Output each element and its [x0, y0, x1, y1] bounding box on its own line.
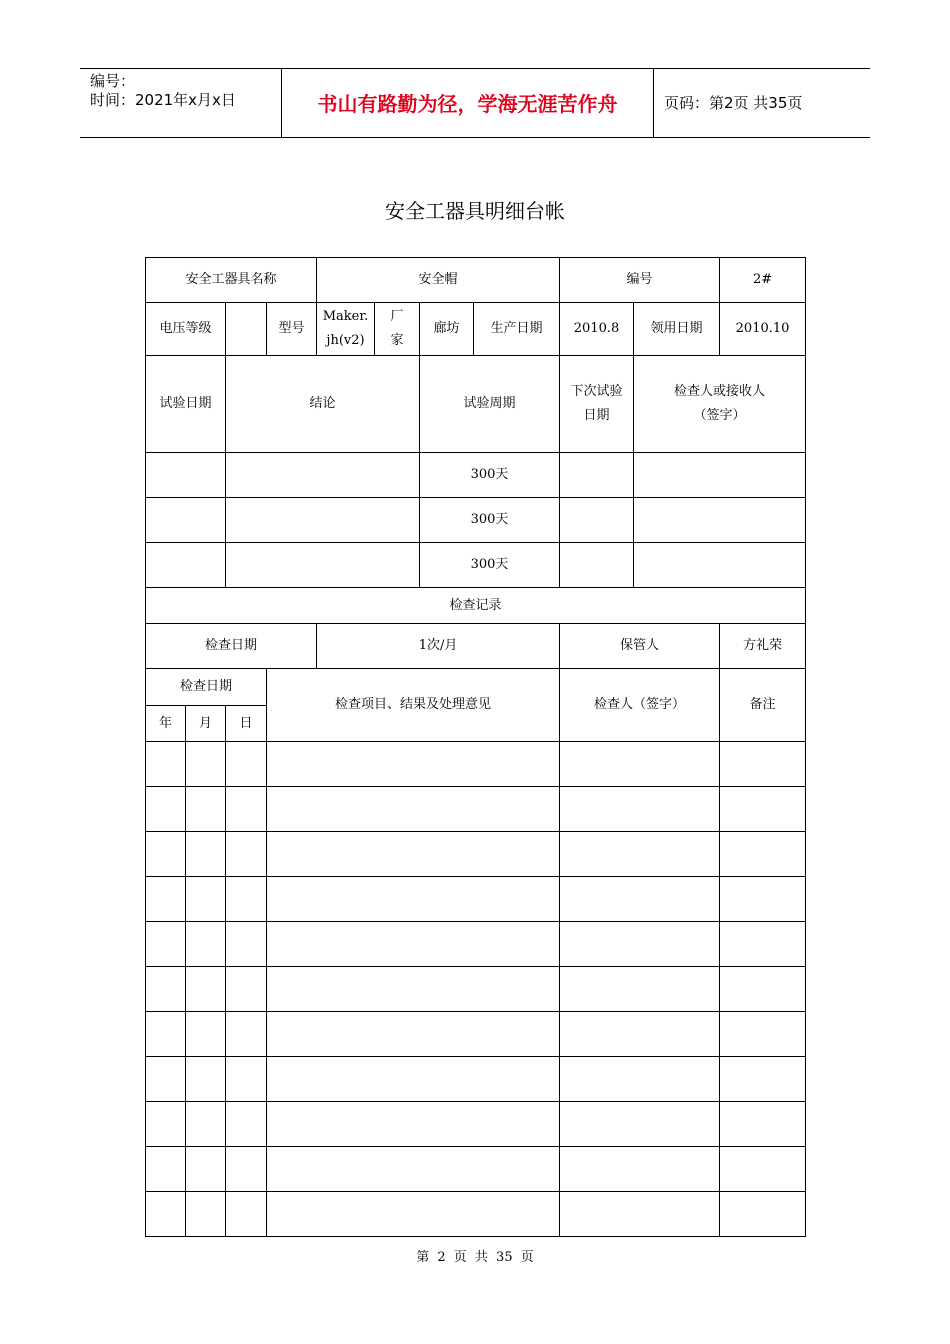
- log-row: [146, 832, 806, 877]
- log-remarks-cell: [720, 742, 806, 787]
- log-remarks-cell: [720, 1012, 806, 1057]
- test-date-cell: [146, 453, 226, 498]
- maker-label-line1: 厂: [390, 309, 404, 324]
- log-day-cell: [226, 832, 267, 877]
- log-year-cell: [146, 1102, 186, 1147]
- test-inspector-cell: [634, 543, 806, 588]
- log-row: [146, 1012, 806, 1057]
- log-remarks-cell: [720, 787, 806, 832]
- log-items-cell: [267, 1057, 560, 1102]
- prod-date-value-cell: 2010.8: [560, 303, 634, 356]
- inspection-info-row: [146, 624, 806, 669]
- model-value-line2: jh(v2): [326, 333, 365, 348]
- code-label-cell: 编号: [560, 258, 720, 303]
- header-page-info: 页码：第2页 共35页: [664, 94, 803, 112]
- log-month-cell: [186, 1057, 226, 1102]
- test-result-cell: [226, 543, 420, 588]
- test-result-header: 结论: [226, 356, 420, 453]
- test-result-cell: [226, 498, 420, 543]
- page-footer: 第 2 页 共 35 页: [416, 1250, 534, 1265]
- inspection-section-row: [146, 588, 806, 624]
- log-inspector-cell: [560, 832, 720, 877]
- log-day-cell: [226, 922, 267, 967]
- inspection-frequency-cell: 1次/月: [317, 624, 560, 669]
- log-row: [146, 877, 806, 922]
- log-items-header: 检查项目、结果及处理意见: [267, 669, 560, 742]
- log-month-cell: [186, 1012, 226, 1057]
- log-month-cell: [186, 1192, 226, 1237]
- log-inspector-cell: [560, 1102, 720, 1147]
- log-year-cell: [146, 787, 186, 832]
- log-items-cell: [267, 787, 560, 832]
- log-inspector-cell: [560, 1057, 720, 1102]
- log-day-cell: [226, 1192, 267, 1237]
- log-year-header: 年: [146, 706, 186, 742]
- log-day-cell: [226, 1012, 267, 1057]
- document-title: 安全工器具明细台帐: [385, 199, 565, 223]
- test-cycle-cell: 300天: [420, 543, 560, 588]
- model-value-cell: [317, 303, 375, 356]
- log-items-cell: [267, 922, 560, 967]
- test-inspector-header-line2: （签字）: [693, 408, 746, 423]
- log-day-cell: [226, 877, 267, 922]
- header-number-label: 编号：: [90, 72, 136, 90]
- name-label-cell: 安全工器具名称: [146, 258, 317, 303]
- log-row: [146, 967, 806, 1012]
- model-value-line1: Maker.: [322, 309, 369, 324]
- log-year-cell: [146, 742, 186, 787]
- voltage-value-cell: [226, 303, 267, 356]
- test-date-cell: [146, 543, 226, 588]
- log-items-cell: [267, 967, 560, 1012]
- log-items-cell: [267, 832, 560, 877]
- test-result-cell: [226, 453, 420, 498]
- log-items-cell: [267, 1012, 560, 1057]
- test-inspector-header: [634, 356, 806, 453]
- log-month-cell: [186, 787, 226, 832]
- log-inspector-cell: [560, 1147, 720, 1192]
- test-inspector-header-line1: 检查人或接收人: [674, 384, 766, 399]
- log-year-cell: [146, 832, 186, 877]
- header-motto: 书山有路勤为径，学海无涯苦作舟: [317, 92, 618, 116]
- log-row: [146, 1192, 806, 1237]
- log-header-row: [146, 669, 806, 706]
- test-next-cell: [560, 543, 634, 588]
- test-cycle-cell: 300天: [420, 453, 560, 498]
- use-date-label-cell: 领用日期: [634, 303, 720, 356]
- log-year-cell: [146, 877, 186, 922]
- test-row: [146, 498, 806, 543]
- log-remarks-cell: [720, 967, 806, 1012]
- maker-label-cell: [375, 303, 420, 356]
- log-day-cell: [226, 967, 267, 1012]
- log-items-cell: [267, 1192, 560, 1237]
- info-row-name: [146, 258, 806, 303]
- header-motto-cell: [282, 69, 654, 137]
- log-inspector-cell: [560, 877, 720, 922]
- voltage-label-cell: 电压等级: [146, 303, 226, 356]
- log-month-cell: [186, 922, 226, 967]
- log-remarks-cell: [720, 832, 806, 877]
- log-remarks-cell: [720, 877, 806, 922]
- log-row: [146, 787, 806, 832]
- log-day-cell: [226, 742, 267, 787]
- log-year-cell: [146, 1012, 186, 1057]
- header-meta-cell: [80, 69, 282, 137]
- log-month-cell: [186, 877, 226, 922]
- log-row: [146, 742, 806, 787]
- log-remarks-cell: [720, 1192, 806, 1237]
- equipment-ledger-table: [145, 257, 806, 1237]
- log-inspector-cell: [560, 922, 720, 967]
- model-label-cell: 型号: [267, 303, 317, 356]
- log-day-cell: [226, 1102, 267, 1147]
- log-day-cell: [226, 787, 267, 832]
- test-next-header-line1: 下次试验: [570, 384, 623, 399]
- log-date-header: 检查日期: [146, 669, 267, 706]
- log-inspector-cell: [560, 1012, 720, 1057]
- name-value-cell: 安全帽: [317, 258, 560, 303]
- log-remarks-cell: [720, 1147, 806, 1192]
- test-inspector-cell: [634, 498, 806, 543]
- log-month-cell: [186, 742, 226, 787]
- test-next-header: [560, 356, 634, 453]
- inspection-section-title: 检查记录: [146, 588, 806, 624]
- log-remarks-cell: [720, 1102, 806, 1147]
- maker-label-line2: 家: [390, 333, 404, 348]
- log-year-cell: [146, 1147, 186, 1192]
- log-month-cell: [186, 832, 226, 877]
- test-row: [146, 543, 806, 588]
- keeper-label-cell: 保管人: [560, 624, 720, 669]
- code-value-cell: 2#: [720, 258, 806, 303]
- log-day-cell: [226, 1147, 267, 1192]
- test-next-header-line2: 日期: [583, 408, 610, 423]
- test-date-cell: [146, 498, 226, 543]
- log-items-cell: [267, 1102, 560, 1147]
- maker-value-cell: 廊坊: [420, 303, 474, 356]
- test-next-cell: [560, 498, 634, 543]
- log-year-cell: [146, 1057, 186, 1102]
- log-year-cell: [146, 922, 186, 967]
- log-items-cell: [267, 877, 560, 922]
- log-day-header: 日: [226, 706, 267, 742]
- log-remarks-cell: [720, 1057, 806, 1102]
- log-month-cell: [186, 1102, 226, 1147]
- prod-date-label-cell: 生产日期: [474, 303, 560, 356]
- page-header: [80, 68, 870, 138]
- test-header-row: [146, 356, 806, 453]
- log-day-cell: [226, 1057, 267, 1102]
- log-month-header: 月: [186, 706, 226, 742]
- use-date-value-cell: 2010.10: [720, 303, 806, 356]
- log-row: [146, 1147, 806, 1192]
- log-year-cell: [146, 967, 186, 1012]
- log-items-cell: [267, 742, 560, 787]
- log-row: [146, 1102, 806, 1147]
- log-row: [146, 922, 806, 967]
- log-row: [146, 1057, 806, 1102]
- header-date-label: 时间：2021年x月x日: [90, 91, 236, 109]
- log-year-cell: [146, 1192, 186, 1237]
- log-inspector-cell: [560, 967, 720, 1012]
- log-inspector-cell: [560, 1192, 720, 1237]
- log-remarks-cell: [720, 922, 806, 967]
- test-inspector-cell: [634, 453, 806, 498]
- header-page-cell: [654, 69, 870, 137]
- test-cycle-header: 试验周期: [420, 356, 560, 453]
- log-items-cell: [267, 1147, 560, 1192]
- log-inspector-cell: [560, 742, 720, 787]
- info-row-specs: [146, 303, 806, 356]
- log-remarks-header: 备注: [720, 669, 806, 742]
- keeper-value-cell: 方礼荣: [720, 624, 806, 669]
- test-row: [146, 453, 806, 498]
- log-month-cell: [186, 1147, 226, 1192]
- log-month-cell: [186, 967, 226, 1012]
- log-inspector-header: 检查人（签字）: [560, 669, 720, 742]
- test-date-header: 试验日期: [146, 356, 226, 453]
- test-next-cell: [560, 453, 634, 498]
- test-cycle-cell: 300天: [420, 498, 560, 543]
- inspection-date-label-cell: 检查日期: [146, 624, 317, 669]
- log-inspector-cell: [560, 787, 720, 832]
